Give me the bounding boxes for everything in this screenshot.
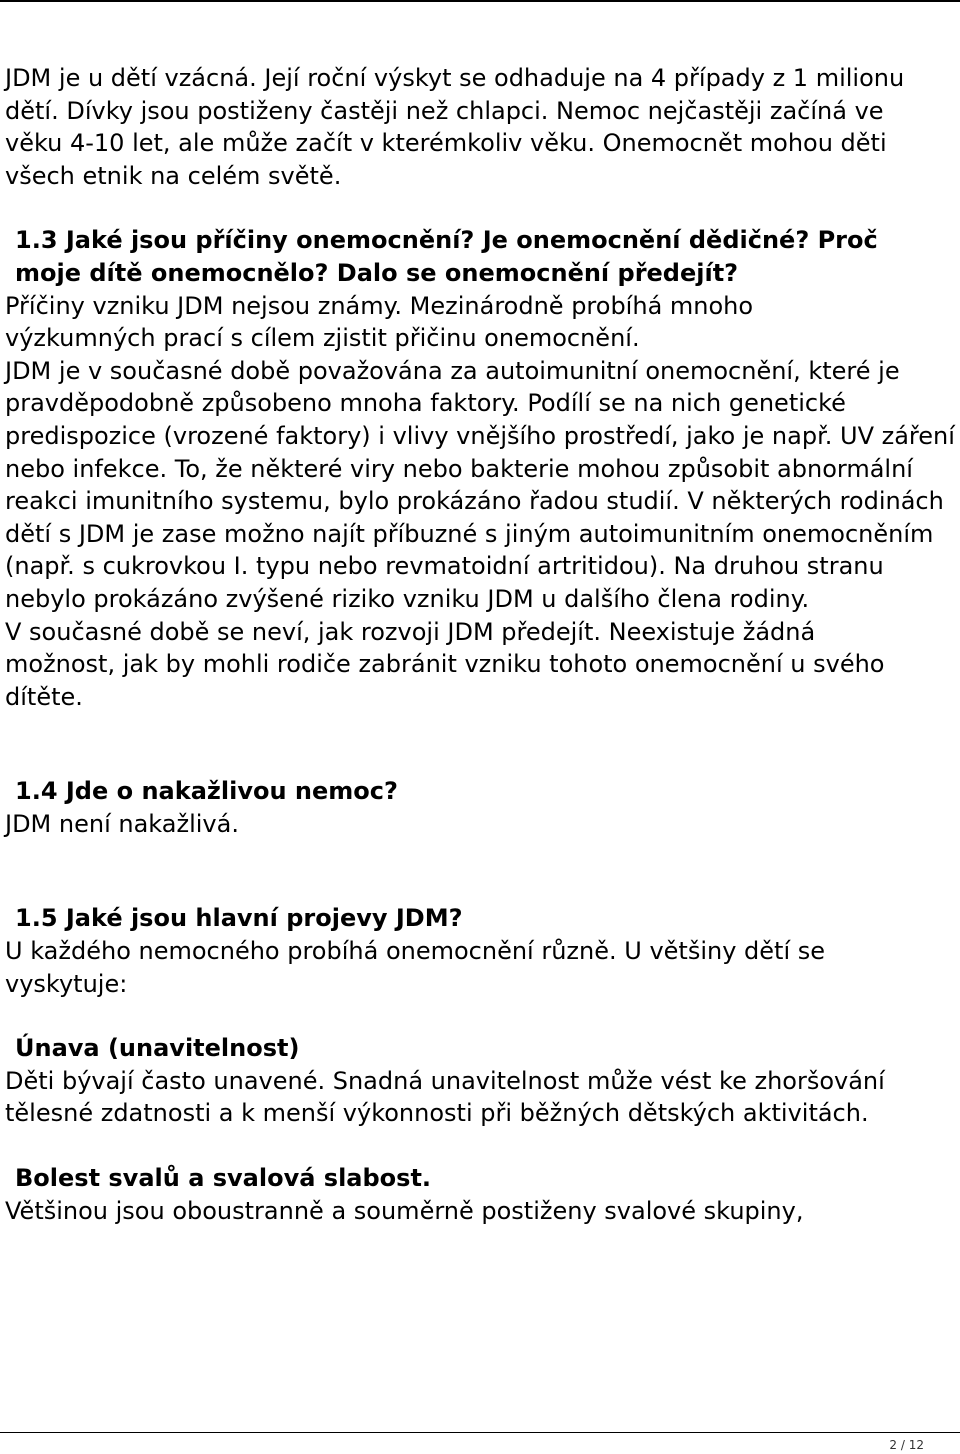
section-1-5-heading: 1.5 Jaké jsou hlavní projevy JDM?: [15, 904, 463, 933]
section-1-3-paragraph-2: JDM je v současné době považována za autoimunitní onemocnění, které je pravděpodobně způsobeno mnoha faktory. Podílí se na nich genetické predispozice (vrozené faktory) i vlivy vnějšího prostředí, jako je např. UV záření nebo infekce. To, že některé viry nebo bakterie mohou způsobit abnormální reakci imunitního systemu, bylo prokázáno řadou studií. V některých rodinách dětí s JDM je zase možno najít příbuzné s jiným autoimunitním onemocněním (např. s cukrovkou I. typu nebo revmatoidní artritidou). Na druhou stranu nebylo prokázáno zvýšené riziko vzniku JDM u dalšího člena rodiny.: [5, 356, 955, 613]
footer-rule: [0, 1432, 960, 1433]
muscle-heading: Bolest svalů a svalová slabost.: [15, 1164, 432, 1193]
muscle-paragraph: Většinou jsou oboustranně a souměrně postiženy svalové skupiny,: [5, 1196, 804, 1225]
section-1-4-paragraph: JDM není nakažlivá.: [5, 809, 239, 838]
fatigue-paragraph: Děti bývají často unavené. Snadná unavitelnost může vést ke zhoršování tělesné zdatnosti a k menší výkonnosti při běžných dětských aktivitách.: [5, 1066, 885, 1128]
header-rule: [0, 0, 960, 2]
spacer: [5, 1130, 955, 1162]
section-1-5-paragraph: U každého nemocného probíhá onemocnění různě. U většiny dětí se vyskytuje:: [5, 937, 826, 998]
fatigue-heading: Únava (unavitelnost): [15, 1034, 300, 1063]
intro-paragraph: JDM je u dětí vzácná. Její roční výskyt se odhaduje na 4 případy z 1 milionu dětí. Dívky jsou postiženy častěji než chlapci. Nemoc nejčastěji začíná ve věku 4-10 let, ale může začít v kterémkoliv věku. Onemocnět mohou děti všech etnik na celém světě.: [5, 64, 905, 190]
section-1-3-paragraph-1: Příčiny vzniku JDM nejsou známy. Mezinárodně probíhá mnoho výzkumných prací s cílem zjistit přičinu onemocnění.: [5, 291, 754, 353]
spacer: [5, 840, 955, 902]
section-1-3-heading: 1.3 Jaké jsou příčiny onemocnění? Je onemocnění dědičné? Proč moje dítě onemocnělo? Dalo se onemocnění předejít?: [15, 226, 878, 287]
spacer: [5, 713, 955, 775]
section-1-4-heading: 1.4 Jde o nakažlivou nemoc?: [15, 777, 398, 806]
spacer: [5, 1000, 955, 1032]
page-number: 2 / 12: [889, 1438, 924, 1452]
document-page: [5, 62, 955, 1227]
spacer: [5, 192, 955, 224]
section-1-3-paragraph-3: V současné době se neví, jak rozvoji JDM předejít. Neexistuje žádná možnost, jak by mohli rodiče zabránit vzniku tohoto onemocnění u svého dítěte.: [5, 617, 885, 711]
